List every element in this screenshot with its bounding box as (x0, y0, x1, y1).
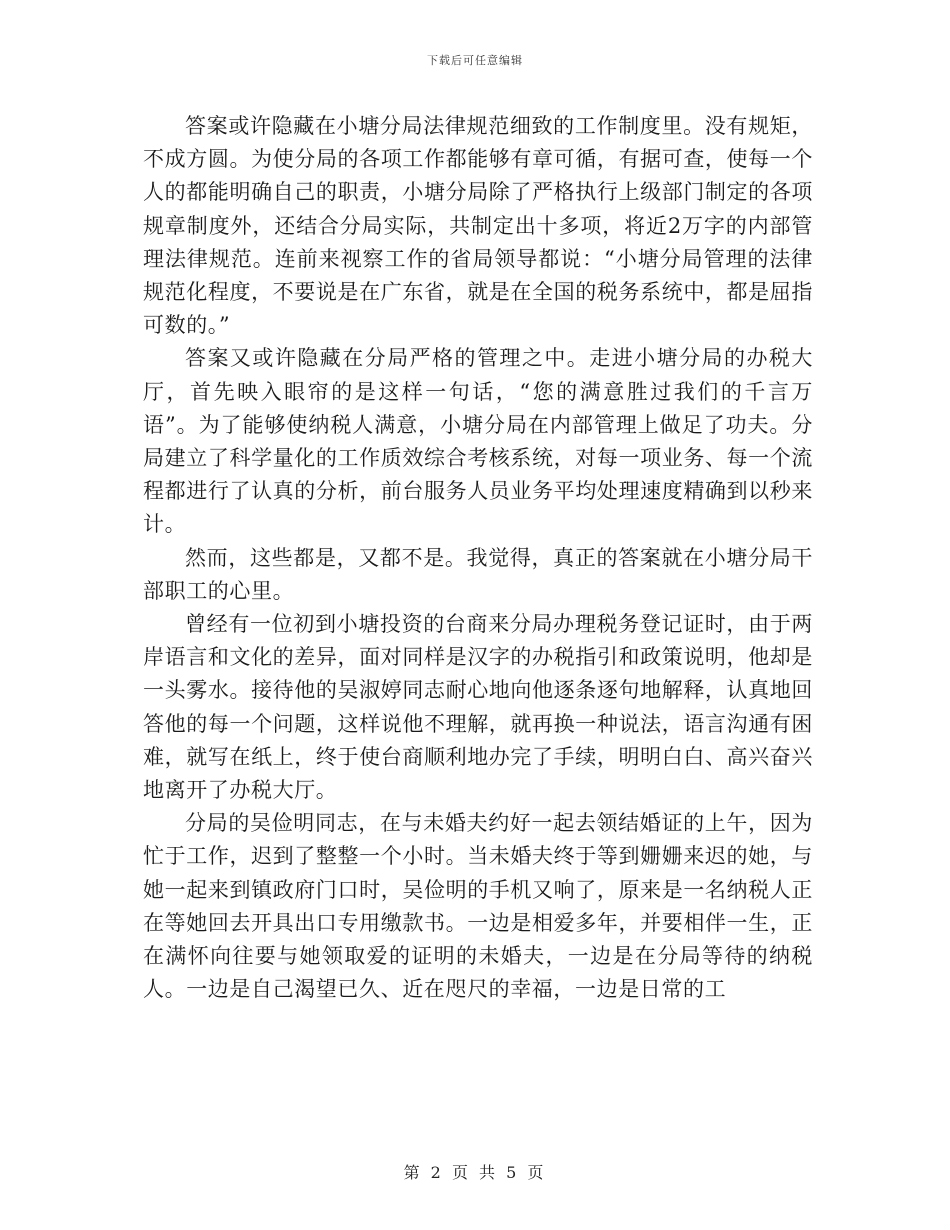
paragraph-2: 答案又或许隐藏在分局严格的管理之中。走进小塘分局的办税大厅，首先映入眼帘的是这样一句话，“您的满意胜过我们的千言万语”。为了能够使纳税人满意，小塘分局在内部管理上做足了功夫。分局建立了科学量化的工作质效综合考核系统，对每一项业务、每一个流程都进行了认真的分析，前台服务人员业务平均处理速度精确到以秒来计。 (143, 346, 813, 537)
page-number-footer: 第 2 页 共 5 页 (403, 1163, 547, 1182)
page-header-note: 下载后可任意编辑 (427, 54, 523, 67)
paragraph-1: 答案或许隐藏在小塘分局法律规范细致的工作制度里。没有规矩，不成方圆。为使分局的各项工作都能够有章可循，有据可查，使每一个人的都能明确自己的职责，小塘分局除了严格执行上级部门制定的各项规章制度外，还结合分局实际，共制定出十多项，将近2万字的内部管理法律规范。连前来视察工作的省局领导都说：“小塘分局管理的法律规范化程度，不要说是在广东省，就是在全国的税务系统中，都是屈指可数的。” (143, 114, 813, 338)
paragraph-4: 曾经有一位初到小塘投资的台商来分局办理税务登记证时，由于两岸语言和文化的差异，面对同样是汉字的办税指引和政策说明，他却是一头雾水。接待他的吴淑婷同志耐心地向他逐条逐句地解释，认真地回答他的每一个问题，这样说他不理解，就再换一种说法，语言沟通有困难，就写在纸上，终于使台商顺利地办完了手续，明明白白、高兴奋兴地离开了办税大厅。 (143, 612, 813, 803)
paragraph-3: 然而，这些都是，又都不是。我觉得，真正的答案就在小塘分局干部职工的心里。 (143, 545, 813, 603)
document-body (143, 110, 813, 1006)
paragraph-5: 分局的吴俭明同志，在与未婚夫约好一起去领结婚证的上午，因为忙于工作，迟到了整整一个小时。当未婚夫终于等到姗姗来迟的她，与她一起来到镇政府门口时，吴俭明的手机又响了，原来是一名纳税人正在等她回去开具出口专用缴款书。一边是相爱多年，并要相伴一生，正在满怀向往要与她领取爱的证明的未婚夫，一边是在分局等待的纳税人。一边是自己渴望已久、近在咫尺的幸福，一边是日常的工 (143, 811, 813, 1002)
